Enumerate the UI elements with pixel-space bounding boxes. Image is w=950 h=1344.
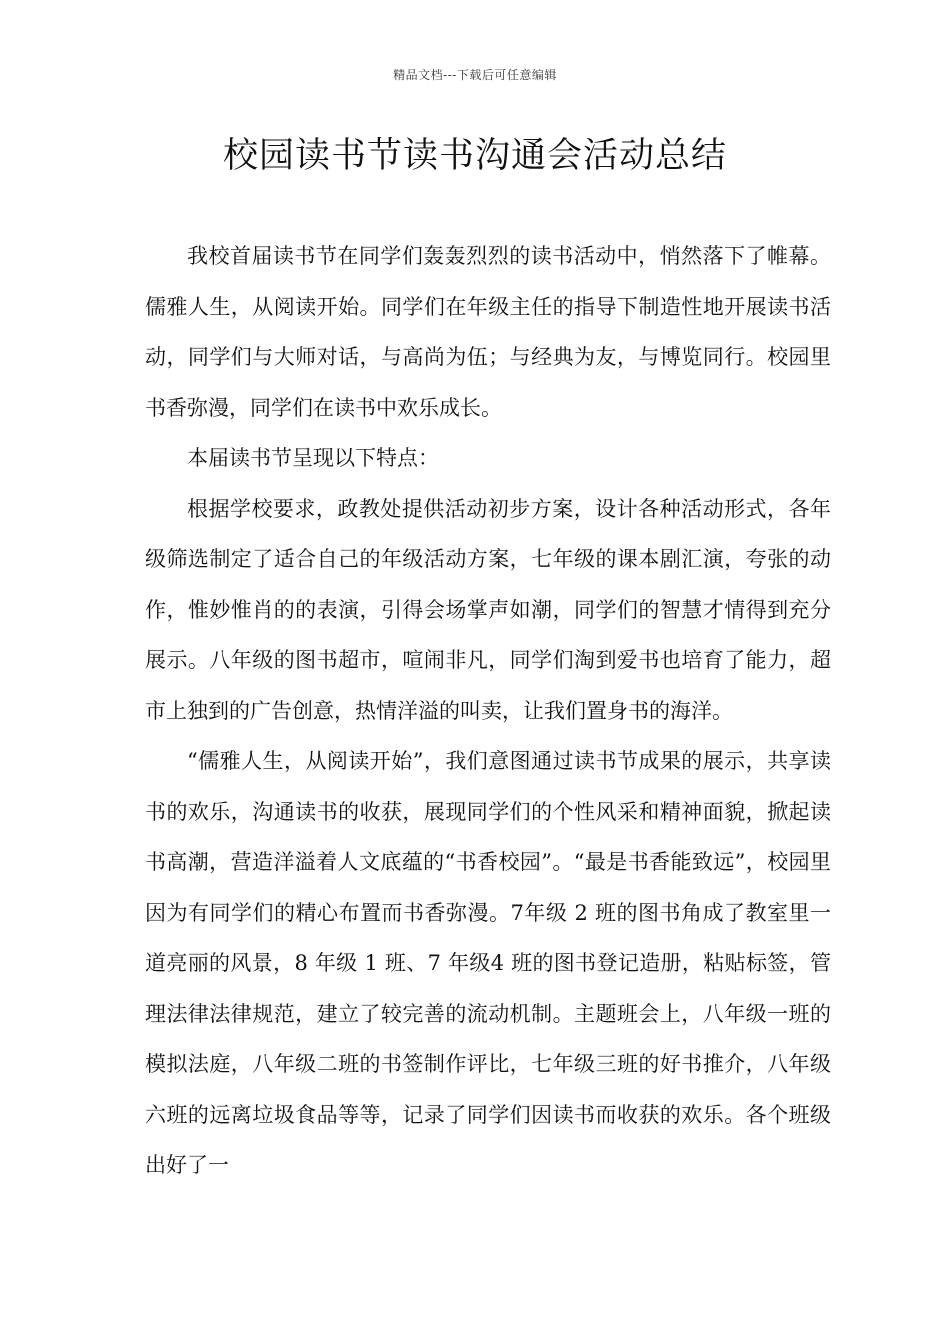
paragraph-1: 我校首届读书节在同学们轰轰烈烈的读书活动中，悄然落下了帷幕。儒雅人生，从阅读开始。同学们在年级主任的指导下制造性地开展读书活动，同学们与大师对话，与高尚为伍；与经典为友，与博览同行。校园里书香弥漫，同学们在读书中欢乐成长。 <box>145 244 831 420</box>
document-body <box>145 231 831 1191</box>
document-title: 校园读书节读书沟通会活动总结 <box>222 136 727 176</box>
paragraph-2: 本届读书节呈现以下特点： <box>187 446 439 470</box>
page-header: 精品文档---下载后可任意编辑 <box>393 68 557 82</box>
paragraph-4: “儒雅人生，从阅读开始”，我们意图通过读书节成果的展示，共享读书的欢乐，沟通读书的收获，展现同学们的个性风采和精神面貌，掀起读书高潮，营造洋溢着人文底蕴的“书香校园”。“最是书香能致远”，校园里因为有同学们的精心布置而书香弥漫。7年级 2 班的图书角成了教室里一道亮丽的风景，8 年级 1 班、7 年级4 班的图书登记造册，粘贴标签，管理法律法律规范，建立了较完善的流动机制。主题班会上，八年级一班的模拟法庭，八年级二班的书签制作评比，七年级三班的好书推介，八年级六班的远离垃圾食品等等，记录了同学们因读书而收获的欢乐。各个班级出好了一 <box>145 749 831 1177</box>
paragraph-3: 根据学校要求，政教处提供活动初步方案，设计各种活动形式，各年级筛选制定了适合自己的年级活动方案，七年级的课本剧汇演，夸张的动作，惟妙惟肖的的表演，引得会场掌声如潮，同学们的智慧才情得到充分展示。八年级的图书超市，喧闹非凡，同学们淘到爱书也培育了能力，超市上独到的广告创意，热情洋溢的叫卖，让我们置身书的海洋。 <box>145 496 831 723</box>
